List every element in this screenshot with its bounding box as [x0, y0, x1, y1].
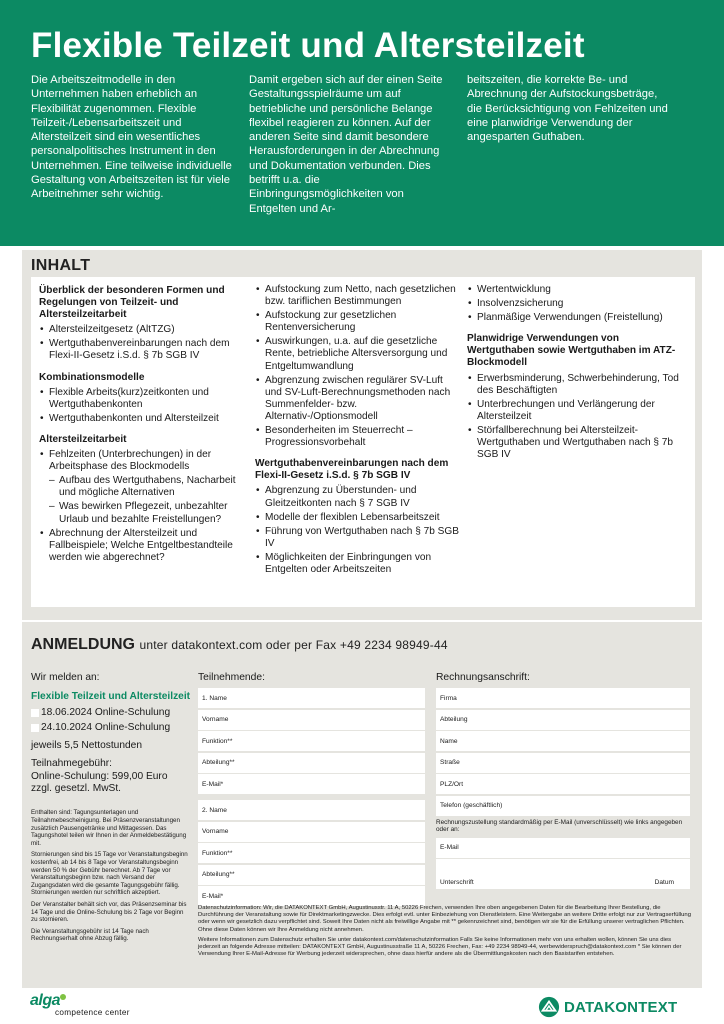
- participant-2-department-field[interactable]: Abteilung**: [198, 865, 425, 885]
- anmeldung-section: [22, 622, 702, 988]
- intro-column-2: Damit ergeben sich auf der einen Seite Gestaltungsspielräume um auf betriebliche und persönliche Belange flexibel reagieren zu können. Auf der anderen Seite sind damit besondere Herausforderungen in der Abrechnung und Dokumentation verbunden. Dies betrifft u.a. die Einbringungsmöglichkeiten von Entgelten und Ar-: [249, 74, 443, 215]
- list-item: • Erwerbsminderung, Schwerbehinderung, Tod des Beschäftigten: [467, 373, 681, 397]
- participant-fields: [198, 688, 425, 908]
- list-item: • Flexible Arbeits(kurz)zeitkonten und Wertguthabenkonten: [39, 387, 247, 411]
- privacy-text-1: Datenschutzinformation: Wir, die DATAKONTEXT GmbH, Augustinusstr. 11 A, 50226 Frechen, verwenden Ihre oben angegebenen Daten für die Bearbeitung Ihrer Bestellung, die Durchführung der Veranstaltung sowie für Direktmarketingzwecke. Dies erfolgt evtl. unter Einbeziehung von Dienstleistern. Eine Weitergabe an weitere Dritte erfolgt nur zur Vertragserfüllung oder wenn wir gesetzlich dazu verpflichtet sind. Soweit Ihre Daten nicht als freiwillige Angabe mit ** gekennzeichnet sind, benötigen wir sie für die Erfüllung unserer vertraglichen Pflichten. Ohne diese Daten können wir Ihre Anmeldung nicht annehmen.: [198, 905, 691, 933]
- inhalt-list: [467, 373, 681, 462]
- registration-details: [31, 672, 191, 943]
- list-item: • Abrechnung der Altersteilzeit und Fallbeispiele; Welche Entgeltbestandteile werden wie abgerechnet?: [39, 528, 247, 564]
- anmeldung-heading: ANMELDUNG: [31, 636, 135, 653]
- privacy-info: [198, 905, 692, 961]
- organizer-note: Der Veranstalter behält sich vor, das Präsenzseminar bis 14 Tage und die Online-Schulung bis 2 Tage vor Beginn zu stornieren.: [31, 900, 187, 924]
- hero-banner: [0, 0, 724, 246]
- inhalt-heading: Kombinationsmodelle: [39, 371, 145, 383]
- fee-value: Online-Schulung: 599,00 Euro: [31, 770, 168, 782]
- datakontext-icon: [538, 996, 560, 1018]
- register-label: Wir melden an:: [31, 672, 100, 683]
- alga-tagline: competence center: [55, 1008, 130, 1017]
- participant-1-department-field[interactable]: Abteilung**: [198, 753, 425, 773]
- anmeldung-title: [31, 636, 448, 654]
- anmeldung-subtitle: unter datakontext.com oder per Fax +49 2234 98949-44: [139, 638, 448, 652]
- billing-name-field[interactable]: Name: [436, 731, 690, 751]
- participant-2-function-field[interactable]: Funktion**: [198, 843, 425, 863]
- inhalt-list: [255, 284, 459, 449]
- datakontext-logo: [538, 995, 696, 1019]
- datakontext-wordmark: DATAKONTEXT: [564, 998, 678, 1016]
- list-item: • Wertguthabenkonten und Altersteilzeit: [39, 413, 247, 425]
- billing-department-field[interactable]: Abteilung: [436, 710, 690, 730]
- inhalt-heading: Planwidrige Verwendungen von Wertguthaben sowie Wertguthaben im ATZ-Blockmodell: [467, 333, 676, 369]
- date-option-2[interactable]: [31, 722, 191, 734]
- list-item: • Auswirkungen, u.a. auf die gesetzliche Rente, betriebliche Altersversorgung und Entgeltumwandlung: [255, 336, 459, 372]
- inhalt-list: [39, 324, 247, 362]
- inhalt-title: INHALT: [31, 257, 91, 274]
- signature-field[interactable]: [436, 859, 690, 889]
- inhalt-list: [39, 387, 247, 425]
- participant-1-firstname-field[interactable]: Vorname: [198, 710, 425, 730]
- fee-label: Teilnahmegebühr:: [31, 758, 112, 770]
- date-option-label: 24.10.2024 Online-Schulung: [41, 721, 171, 733]
- inhalt-heading: Altersteilzeitarbeit: [39, 433, 127, 445]
- participant-1-email-field[interactable]: E-Mail*: [198, 774, 425, 794]
- included-note: Enthalten sind: Tagungsunterlagen und Teilnahmebescheinigung. Bei Präsenzveranstaltungen zusätzlich Pausengetränke und Mittagessen. Das Tagungshotel teilen wir Ihnen in der Anmeldebestätigung mit.: [31, 809, 187, 847]
- intro-column-3: beitszeiten, die korrekte Be- und Abrechnung der Aufstockungsbeträge, die Berücksichtigung von Fehlzeiten und eine planwidrige Verwendung der angesparten Guthaben.: [467, 74, 668, 144]
- list-item: • Führung von Wertguthaben nach § 7b SGB IV: [255, 526, 459, 550]
- billing-heading: Rechnungsanschrift:: [436, 672, 530, 683]
- vat-note: zzgl. gesetzl. MwSt.: [31, 783, 122, 795]
- invoice-delivery-note: Rechnungszustellung standardmäßig per E-Mail (unverschlüsselt) wie links angegeben oder an:: [436, 818, 683, 833]
- page-title: Flexible Teilzeit und Altersteilzeit: [31, 26, 585, 65]
- list-subitem: – Was bewirken Pflegezeit, unbezahlter Urlaub und bezahlte Freistellungen?: [39, 501, 247, 525]
- list-item: • Besonderheiten im Steuerrecht – Progressionsvorbehalt: [255, 425, 459, 449]
- inhalt-list: [255, 485, 459, 576]
- list-item: • Planmäßige Verwendungen (Freistellung): [467, 312, 681, 324]
- participant-2-email-field[interactable]: E-Mail*: [198, 886, 425, 906]
- inhalt-box: [31, 277, 695, 607]
- list-item: • Aufstockung zum Netto, nach gesetzlichen bzw. tariflichen Bestimmungen: [255, 284, 459, 308]
- alga-logo: [30, 992, 150, 1020]
- list-item: • Möglichkeiten der Einbringungen von Entgelten oder Arbeitszeiten: [255, 552, 459, 576]
- billing-fields: [436, 688, 690, 891]
- list-item: • Fehlzeiten (Unterbrechungen) in der Arbeitsphase des Blockmodells: [39, 449, 247, 473]
- date-label: Datum: [654, 879, 674, 886]
- list-item: • Wertguthabenvereinbarungen nach dem Flexi-II-Gesetz i.S.d. § 7b SGB IV: [39, 338, 247, 362]
- date-option-label: 18.06.2024 Online-Schulung: [41, 706, 171, 718]
- duration-text: jeweils 5,5 Nettostunden: [31, 740, 142, 752]
- hero-intro: [31, 73, 694, 216]
- list-item: • Störfallberechnung bei Altersteilzeit-Wertguthaben und Wertguthaben nach § 7b SGB IV: [467, 425, 681, 461]
- checkbox[interactable]: [31, 724, 39, 732]
- list-subitem: – Aufbau des Wertguthabens, Nacharbeit und mögliche Alternativen: [39, 475, 247, 499]
- list-item: • Modelle der flexiblen Lebensarbeitszeit: [255, 512, 459, 524]
- participant-2-firstname-field[interactable]: Vorname: [198, 822, 425, 842]
- alga-wordmark: alga: [30, 992, 61, 1009]
- inhalt-section: [22, 250, 702, 620]
- privacy-text-2: Weitere Informationen zum Datenschutz erhalten Sie unter datakontext.com/datenschutzinformation Falls Sie keine Informationen mehr von uns erhalten wollen, können Sie uns dies jederzeit an folgende Adresse mitteilen: DATAKONTEXT GmbH, Augustinusstraße 11 A, 50226 Frechen, Fax: +49 2234 98949-44, werbewiderspruch@datakontext.com * Sie können der Verwendung Ihrer E-Mail-Adresse für Werbung jederzeit widersprechen, ohne dass hierfür andere als die Übermittlungskosten nach den Basistarifen entstehen.: [198, 936, 682, 958]
- inhalt-list: [39, 449, 247, 564]
- list-item: • Abgrenzung zu Überstunden- und Gleitzeitkonten nach § 7 SGB IV: [255, 485, 459, 509]
- inhalt-list: [467, 284, 681, 324]
- inhalt-heading: Überblick der besonderen Formen und Regelungen von Teilzeit- und Altersteilzeitarbeit: [39, 285, 225, 321]
- participant-1-function-field[interactable]: Funktion**: [198, 731, 425, 751]
- checkbox[interactable]: [31, 709, 39, 717]
- inhalt-column-3: [467, 284, 681, 607]
- billing-email-field[interactable]: E-Mail: [436, 838, 690, 858]
- list-item: • Altersteilzeitgesetz (AltTZG): [39, 324, 247, 336]
- intro-column-1: Die Arbeitszeitmodelle in den Unternehmen haben erheblich an Flexibilität zugenommen. Flexible Teilzeit-/Lebensarbeitszeit und Altersteilzeit sind ein wesentliches personalpolitisches Instrument in den Unternehmen. Eine teilweise individuelle Gestaltung von Arbeitszeiten ist für viele Arbeitnehmer sehr wichtig.: [31, 74, 232, 201]
- signature-label: Unterschrift: [440, 879, 474, 886]
- billing-phone-field[interactable]: Telefon (geschäftlich): [436, 796, 690, 816]
- cancellation-note: Stornierungen sind bis 15 Tage vor Veranstaltungsbeginn kostenfrei, ab 14 bis 8 Tage vor Veranstaltungsbeginn werden 50 % der Gebühr berechnet. Ab 7 Tage vor Veranstaltungsbeginn bzw. nach Versand der Zugangsdaten wird die gesamte Tagungsgebühr fällig. Stornierungen werden nur schriftlich akzeptiert.: [31, 851, 188, 897]
- participants-heading: Teilnehmende:: [198, 672, 265, 683]
- billing-company-field[interactable]: Firma: [436, 688, 690, 708]
- inhalt-heading: Wertguthabenvereinbarungen nach dem Flexi-II-Gesetz i.S.d. § 7b SGB IV: [255, 458, 449, 482]
- list-item: • Abgrenzung zwischen regulärer SV-Luft und SV-Luft-Berechnungsmethoden nach Summenfelder- bzw. Alternativ-/Optionsmodell: [255, 375, 459, 423]
- course-title: Flexible Teilzeit und Altersteilzeit: [31, 691, 191, 703]
- payment-note: Die Veranstaltungsgebühr ist 14 Tage nach Rechnungserhalt ohne Abzug fällig.: [31, 927, 149, 943]
- billing-street-field[interactable]: Straße: [436, 753, 690, 773]
- alga-dot-icon: [60, 994, 66, 1000]
- inhalt-column-1: [39, 284, 247, 607]
- list-item: • Insolvenzsicherung: [467, 298, 681, 310]
- list-item: • Aufstockung zur gesetzlichen Rentenversicherung: [255, 310, 459, 334]
- billing-city-field[interactable]: PLZ/Ort: [436, 774, 690, 794]
- participant-1-name-field[interactable]: 1. Name: [198, 688, 425, 708]
- date-option-1[interactable]: [31, 707, 191, 719]
- list-item: • Wertentwicklung: [467, 284, 681, 296]
- participant-2-name-field[interactable]: 2. Name: [198, 800, 425, 820]
- inhalt-column-2: [255, 284, 459, 607]
- list-item: • Unterbrechungen und Verlängerung der Altersteilzeit: [467, 399, 681, 423]
